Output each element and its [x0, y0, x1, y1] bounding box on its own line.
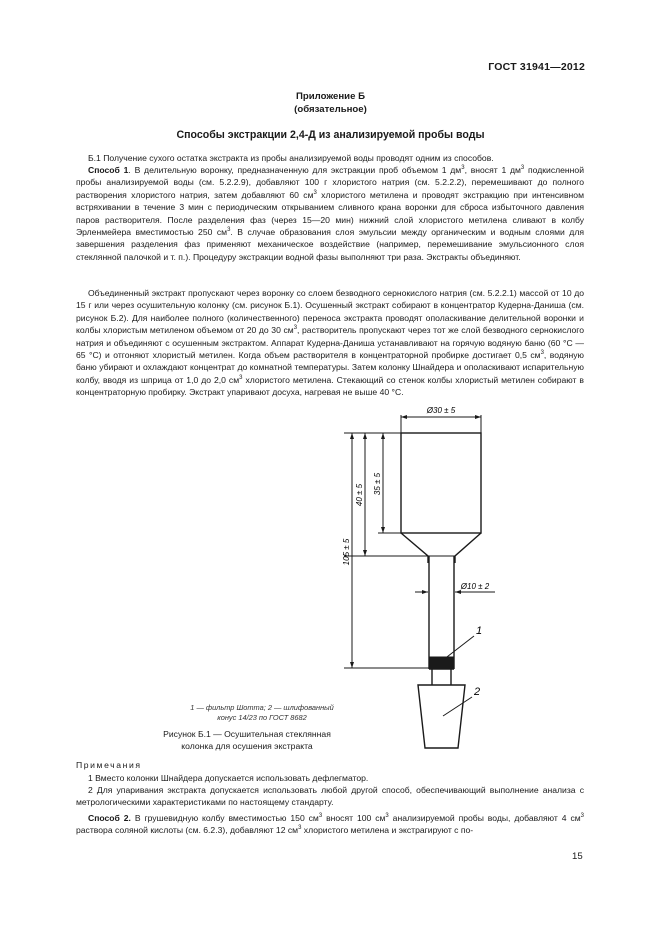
combined-text: , водяную баню убирают и охлаждают концентрат до комнатной температуры. Затем колонку Шнайдера и ополаскивают испарительную колбу, вводя из шприца от 1,0 до 2,0 см — [76, 350, 584, 385]
sup: 3 — [461, 165, 465, 171]
figure-caption — [117, 728, 377, 752]
method-2-text: В грушевидную колбу вместимостью 150 см — [130, 813, 319, 823]
sup: 3 — [520, 165, 525, 171]
caption-line: Рисунок Б.1 — Осушительная стеклянная — [163, 729, 331, 739]
intro-text: Б.1 Получение сухого остатка экстракта из пробы анализируемой воды проводят одним из способов. — [88, 153, 494, 163]
combined-text: , растворитель пропускают через тот же слой безводного сернокислого натрия и объединяют с осушенным экстрактом. Аппарат Кудерна-Даниша устанавливают на горячую водяную баню (60 °С — 65 °С) и отгоняют хлористый метилен. Когда объем растворителя в концентраторной пробирке достигает 0,5 см — [76, 325, 584, 361]
combined-text: Объединенный экстракт пропускают через воронку со слоем безводного сернокислого натрия (см. 5.2.2.1) массой от 10 до 15 г или через осушительную колонку (см. рисунок Б.1). Осушенный экстракт собирают в концентратор Кудерна-Даниша (см. рисунок Б.2). Для наиболее полного (количественного) переноса экстракта проводят ополаскивание делительной воронки и колбы хлористым метиленом объемом от 20 до 30 см — [76, 288, 584, 336]
section-title: Способы экстракции 2,4-Д из анализируемой пробы воды — [176, 129, 485, 141]
dim-reservoir-funnel: 40 ± 5 — [355, 483, 364, 507]
legend-line: конус 14/23 по ГОСТ 8682 — [217, 713, 307, 722]
sup: 3 — [227, 227, 231, 234]
sup: 3 — [298, 825, 302, 832]
note-2 — [76, 784, 584, 809]
callout-2: 2 — [474, 686, 481, 698]
sup: 3 — [313, 189, 317, 196]
method-1-text: подкисленной пробы анализируемой воды (см. 5.2.2.9), добавляют 100 г хлористого натрия (см. 5.2.2.2), перемешивают до полного растворения хлористого натрия, затем добавляют 60 см — [76, 165, 584, 200]
method-1-text: хлористого метилена и проводят экстракцию при интенсивном встряхивании в течение 3 мин с периодическим открыванием сливного крана воронки для сброса избыточного давления паров растворителя. После разделения фаз (через 15—20 мин) нижний слой хлористого метилена сливают в колбу Эрленмейера вместимостью 250 см — [76, 189, 584, 238]
appendix-title: Приложение Б — [296, 91, 365, 102]
caption-line: колонка для осушения экстракта — [181, 741, 313, 751]
paragraph-method-2 — [76, 812, 584, 837]
method-1-text: . В случае образования слоя эмульсии между органическим и водным слоями для завершения разделения фаз применяют механическое воздействие (например, перемешивание эмульсионного слоя стеклянной палочкой и т. п.). Процедуру экстракции водной фазы выполняют три раза. Экстракты объединяют. — [76, 227, 584, 262]
method-2-text: раствора соляной кислоты (см. 6.2.3), добавляют 12 см — [76, 825, 299, 836]
combined-text: хлористого метилена. Стекающий со стенок колбы хлористый метилен собирают в концентраторную пробирку. Экстракт упаривают досуха, нагревая не выше 40 °С. — [76, 374, 584, 398]
method-2-text: хлористого метилена и экстрагируют с по- — [301, 825, 474, 836]
appendix-status: (обязательное) — [294, 104, 367, 115]
dim-reservoir: 35 ± 5 — [373, 472, 382, 496]
dim-stem-diameter: Ø10 ± 2 — [460, 582, 490, 591]
method-2-text: вносят 100 см — [322, 813, 386, 823]
notes-heading: Примечания — [76, 760, 142, 770]
sup: 3 — [385, 813, 389, 819]
sup: 3 — [239, 374, 243, 381]
method-1-label: Способ 1 — [88, 165, 129, 175]
note-1-text: 1 Вместо колонки Шнайдера допускается использовать дефлегматор. — [88, 773, 369, 783]
sup: 3 — [540, 350, 544, 357]
note-2-text: 2 Для упаривания экстракта допускается использовать любой другой способ, обеспечивающий выполнение анализа с метрологическими характеристиками по настоящему стандарту. — [76, 785, 584, 808]
sup: 3 — [318, 813, 323, 819]
legend-line: 1 — фильтр Шотта; 2 — шлифованный — [190, 703, 334, 712]
figure-legend — [137, 703, 387, 723]
method-2-text: анализируемой пробы воды, добавляют 4 см — [388, 813, 581, 823]
method-1-text: , вносят 1 дм — [464, 165, 521, 175]
note-1 — [76, 772, 584, 784]
dim-total-height: 105 ± 5 — [342, 538, 351, 566]
callout-1: 1 — [476, 625, 483, 637]
sup: 3 — [293, 325, 298, 332]
method-2-label: Способ 2. — [88, 813, 131, 823]
sup: 3 — [580, 813, 584, 819]
standard-header: ГОСТ 31941—2012 — [488, 61, 585, 73]
dim-top-diameter: Ø30 ± 5 — [426, 406, 456, 415]
method-1-text: . В делительную воронку, предназначенную для экстракции проб объемом 1 дм — [128, 165, 462, 175]
page-number: 15 — [572, 851, 583, 862]
